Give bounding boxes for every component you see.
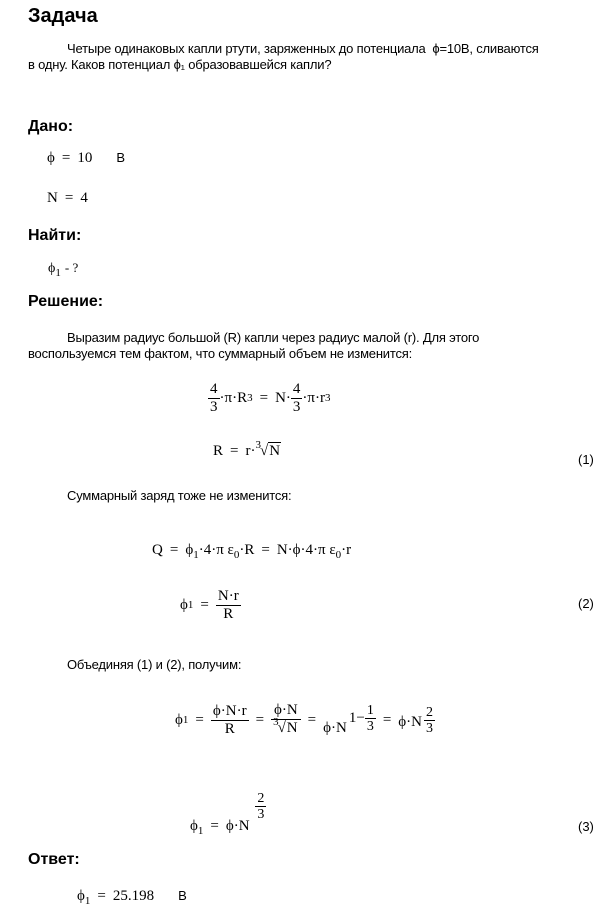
exponent-3: 3 xyxy=(247,392,253,404)
pi-term: ·π· xyxy=(302,390,320,406)
exponent-fraction xyxy=(424,705,435,736)
fraction-numerator: 1 xyxy=(366,703,374,718)
phi-unit: В xyxy=(116,150,126,165)
find-line xyxy=(48,260,78,279)
fraction-numerator: 2 xyxy=(426,704,434,720)
base: ϕ·N xyxy=(398,713,423,730)
phi-symbol: ϕ xyxy=(48,261,56,276)
fraction-numerator: ϕ·N xyxy=(273,702,298,718)
fraction-numerator: N·r xyxy=(217,588,239,604)
phi-symbol: ϕ xyxy=(47,150,55,166)
exponent-fraction xyxy=(255,791,266,822)
fraction-denominator: 3 xyxy=(426,720,434,736)
formula-radius xyxy=(213,439,281,460)
equals-sign: = xyxy=(230,443,239,459)
equals-sign: = xyxy=(307,711,317,728)
epsilon-subscript: 0 xyxy=(335,549,342,561)
solution-para1-line1: Выразим радиус большой (R) капли через радиус малой (r). Для этого xyxy=(67,330,480,345)
equals-sign: = xyxy=(255,711,265,728)
solution-para1-line2: воспользуемся тем фактом, что суммарный объем не изменится: xyxy=(28,346,413,361)
answer-unit: В xyxy=(178,888,187,903)
radius-r: r· xyxy=(245,443,256,459)
equals-sign: = xyxy=(259,390,269,406)
equation-number-2: (2) xyxy=(578,596,594,611)
equation-number-1: (1) xyxy=(578,452,594,467)
phi-symbol: ϕ xyxy=(185,542,194,558)
epsilon-subscript: 0 xyxy=(233,549,240,561)
n-factor: N· xyxy=(275,390,291,406)
fraction xyxy=(211,703,249,738)
phi-symbol: ϕ xyxy=(190,818,198,834)
page-title: Задача xyxy=(28,5,98,27)
fraction-numerator: 4 xyxy=(292,381,301,397)
question-mark: - ? xyxy=(64,260,79,275)
solution-paragraph-3: Объединяя (1) и (2), получим: xyxy=(67,657,242,672)
root-index: 3 xyxy=(273,716,279,728)
formula-charge xyxy=(152,542,351,561)
radical-icon: √ xyxy=(277,720,286,736)
exponent xyxy=(424,705,435,736)
answer-value: 25.198 xyxy=(112,888,155,904)
fraction xyxy=(291,381,303,416)
phi-subscript: 1 xyxy=(55,267,61,279)
power-term xyxy=(323,703,376,737)
exponent-fraction xyxy=(365,703,376,734)
final-left-side xyxy=(190,818,253,837)
problem-line2: в одну. Каков потенциал ϕ₁ образовавшейся капли? xyxy=(28,57,332,72)
radius-R: R xyxy=(237,390,248,406)
given-phi-line xyxy=(47,150,125,167)
phi-symbol: ϕ xyxy=(175,711,183,728)
radius-r: r xyxy=(319,390,325,406)
equals-sign: = xyxy=(210,818,219,834)
heading-solution: Решение: xyxy=(28,293,104,310)
root-index: 3 xyxy=(255,439,261,451)
phi-value: 10 xyxy=(77,150,93,166)
radius-R: R xyxy=(213,443,224,459)
power-term xyxy=(398,705,435,736)
solution-paragraph-1 xyxy=(28,330,610,362)
equals-sign: = xyxy=(382,711,392,728)
base: ϕ·N xyxy=(225,818,250,834)
equation-number-3: (3) xyxy=(578,819,594,834)
equals-sign: = xyxy=(61,150,71,166)
cube-root xyxy=(255,439,281,460)
heading-answer: Ответ: xyxy=(28,851,80,868)
formula-volume xyxy=(208,381,330,416)
pi-term: ·π· xyxy=(219,390,238,406)
radicand: N xyxy=(269,443,281,459)
fraction-numerator: 2 xyxy=(257,791,265,806)
fraction xyxy=(216,588,241,623)
fraction-numerator: ϕ·N·r xyxy=(212,702,247,719)
four-pi-epsilon: ·4·π ε xyxy=(198,542,234,558)
problem-statement xyxy=(28,41,610,73)
fraction-denominator: 3 xyxy=(210,399,218,415)
fraction-denominator: R xyxy=(224,720,235,737)
solution-paragraph-2: Суммарный заряд тоже не изменится: xyxy=(67,488,292,503)
exponent-3: 3 xyxy=(324,392,331,404)
cube-root xyxy=(271,716,301,738)
given-n-line xyxy=(47,190,88,207)
problem-line1: Четыре одинаковых капли ртути, заряженных до потенциала ϕ=10В, сливаются xyxy=(67,41,539,56)
radical-icon: √ xyxy=(259,443,269,459)
equals-sign: = xyxy=(169,542,179,558)
fraction-denominator: R xyxy=(223,606,234,622)
phi-subscript: 1 xyxy=(197,825,204,837)
fraction-denominator: 3 xyxy=(292,399,301,415)
equals-sign: = xyxy=(261,542,270,558)
phi-subscript: 1 xyxy=(84,895,91,907)
fraction-denominator: 3 xyxy=(366,719,374,734)
phi-symbol: ϕ xyxy=(180,597,188,613)
radius-R-term: ·R xyxy=(239,542,255,558)
n-phi-four-pi-epsilon: N·ϕ·4·π ε xyxy=(276,542,336,558)
fraction xyxy=(271,702,301,738)
n-value: 4 xyxy=(80,190,88,206)
exponent-head: 1− xyxy=(348,710,365,726)
heading-given: Дано: xyxy=(28,118,74,135)
n-symbol: N xyxy=(47,190,58,206)
radicand: N xyxy=(286,720,298,736)
base: ϕ·N xyxy=(323,720,347,736)
charge-Q: Q xyxy=(152,542,163,558)
formula-phi1 xyxy=(180,588,241,623)
fraction-numerator: 4 xyxy=(210,381,218,397)
phi-subscript: 1 xyxy=(193,549,199,561)
fraction xyxy=(208,381,220,416)
phi-symbol: ϕ xyxy=(77,888,85,904)
equals-sign: = xyxy=(195,711,204,728)
answer-line xyxy=(77,888,187,907)
radius-r-term: ·r xyxy=(341,542,352,558)
phi-subscript: 1 xyxy=(187,599,194,611)
equals-sign: = xyxy=(97,888,106,904)
phi-subscript: 1 xyxy=(182,713,189,726)
formula-combined xyxy=(175,702,435,738)
fraction-denominator: 3 xyxy=(257,807,265,822)
equals-sign: = xyxy=(200,597,209,613)
heading-find: Найти: xyxy=(28,227,82,244)
exponent xyxy=(349,703,376,734)
equals-sign: = xyxy=(64,190,74,206)
